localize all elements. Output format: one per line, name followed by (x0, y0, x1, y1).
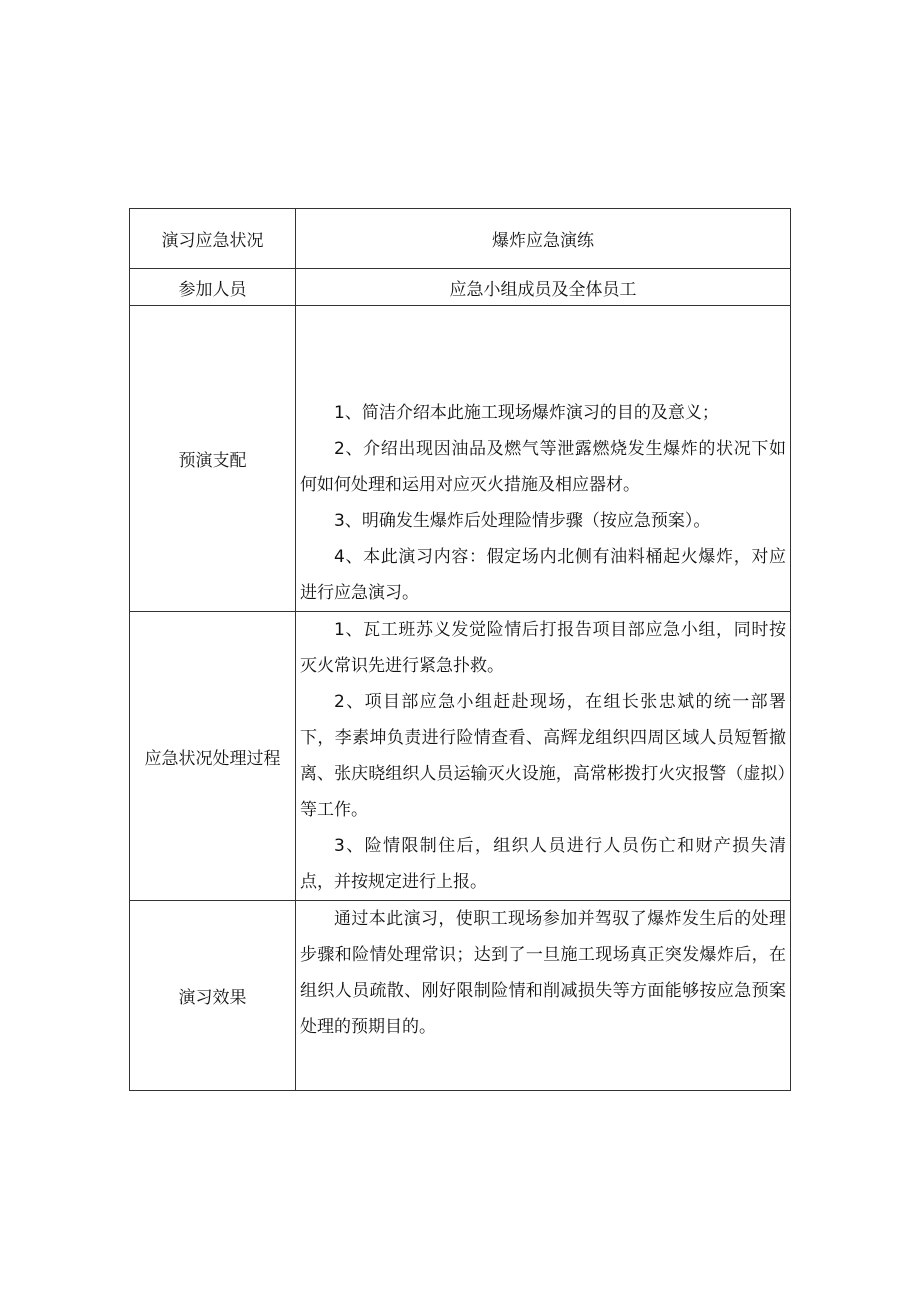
table-row (130, 901, 791, 1091)
drill-effect-content (296, 901, 791, 1091)
rehearsal-plan-item: 1、简洁介绍本此施工现场爆炸演习的目的及意义； (334, 403, 719, 423)
rehearsal-plan-label: 预演支配 (130, 306, 296, 612)
emergency-process-item: 2、项目部应急小组赶赴现场，在组长张忠斌的统一部署下，李素坤负责进行险情查看、高辉龙组织四周区域人员短暂撤离、张庆晓组织人员运输灭火设施，高常彬拨打火灾报警（虚拟）等工作。 (300, 692, 786, 820)
drill-record-table (129, 208, 791, 1091)
drill-scenario-label: 演习应急状况 (130, 209, 296, 269)
table-row (130, 269, 791, 306)
table-row (130, 209, 791, 269)
emergency-process-item: 1、瓦工班苏义发觉险情后打报告项目部应急小组，同时按灭火常识先进行紧急扑救。 (300, 620, 786, 676)
table-row (130, 612, 791, 901)
rehearsal-plan-item: 2、介绍出现因油品及燃气等泄露燃烧发生爆炸的状况下如何如何处理和运用对应灭火措施及相应器材。 (300, 439, 786, 495)
participants-label: 参加人员 (130, 269, 296, 306)
rehearsal-plan-item: 3、明确发生爆炸后处理险情步骤（按应急预案）。 (334, 511, 711, 531)
emergency-process-item: 3、险情限制住后，组织人员进行人员伤亡和财产损失清点，并按规定进行上报。 (300, 836, 786, 892)
drill-effect-label: 演习效果 (130, 901, 296, 1091)
rehearsal-plan-item: 4、本此演习内容：假定场内北侧有油料桶起火爆炸，对应进行应急演习。 (300, 547, 786, 603)
drill-scenario-value: 爆炸应急演练 (296, 209, 791, 269)
table-row (130, 306, 791, 612)
emergency-process-content (296, 612, 791, 901)
participants-value: 应急小组成员及全体员工 (296, 269, 791, 306)
emergency-process-label: 应急状况处理过程 (130, 612, 296, 901)
rehearsal-plan-content (296, 306, 791, 612)
drill-effect-text: 通过本此演习，使职工现场参加并驾驭了爆炸发生后的处理步骤和险情处理常识；达到了一旦施工现场真正突发爆炸后，在组织人员疏散、刚好限制险情和削减损失等方面能够按应急预案处理的预期目的。 (300, 909, 786, 1037)
